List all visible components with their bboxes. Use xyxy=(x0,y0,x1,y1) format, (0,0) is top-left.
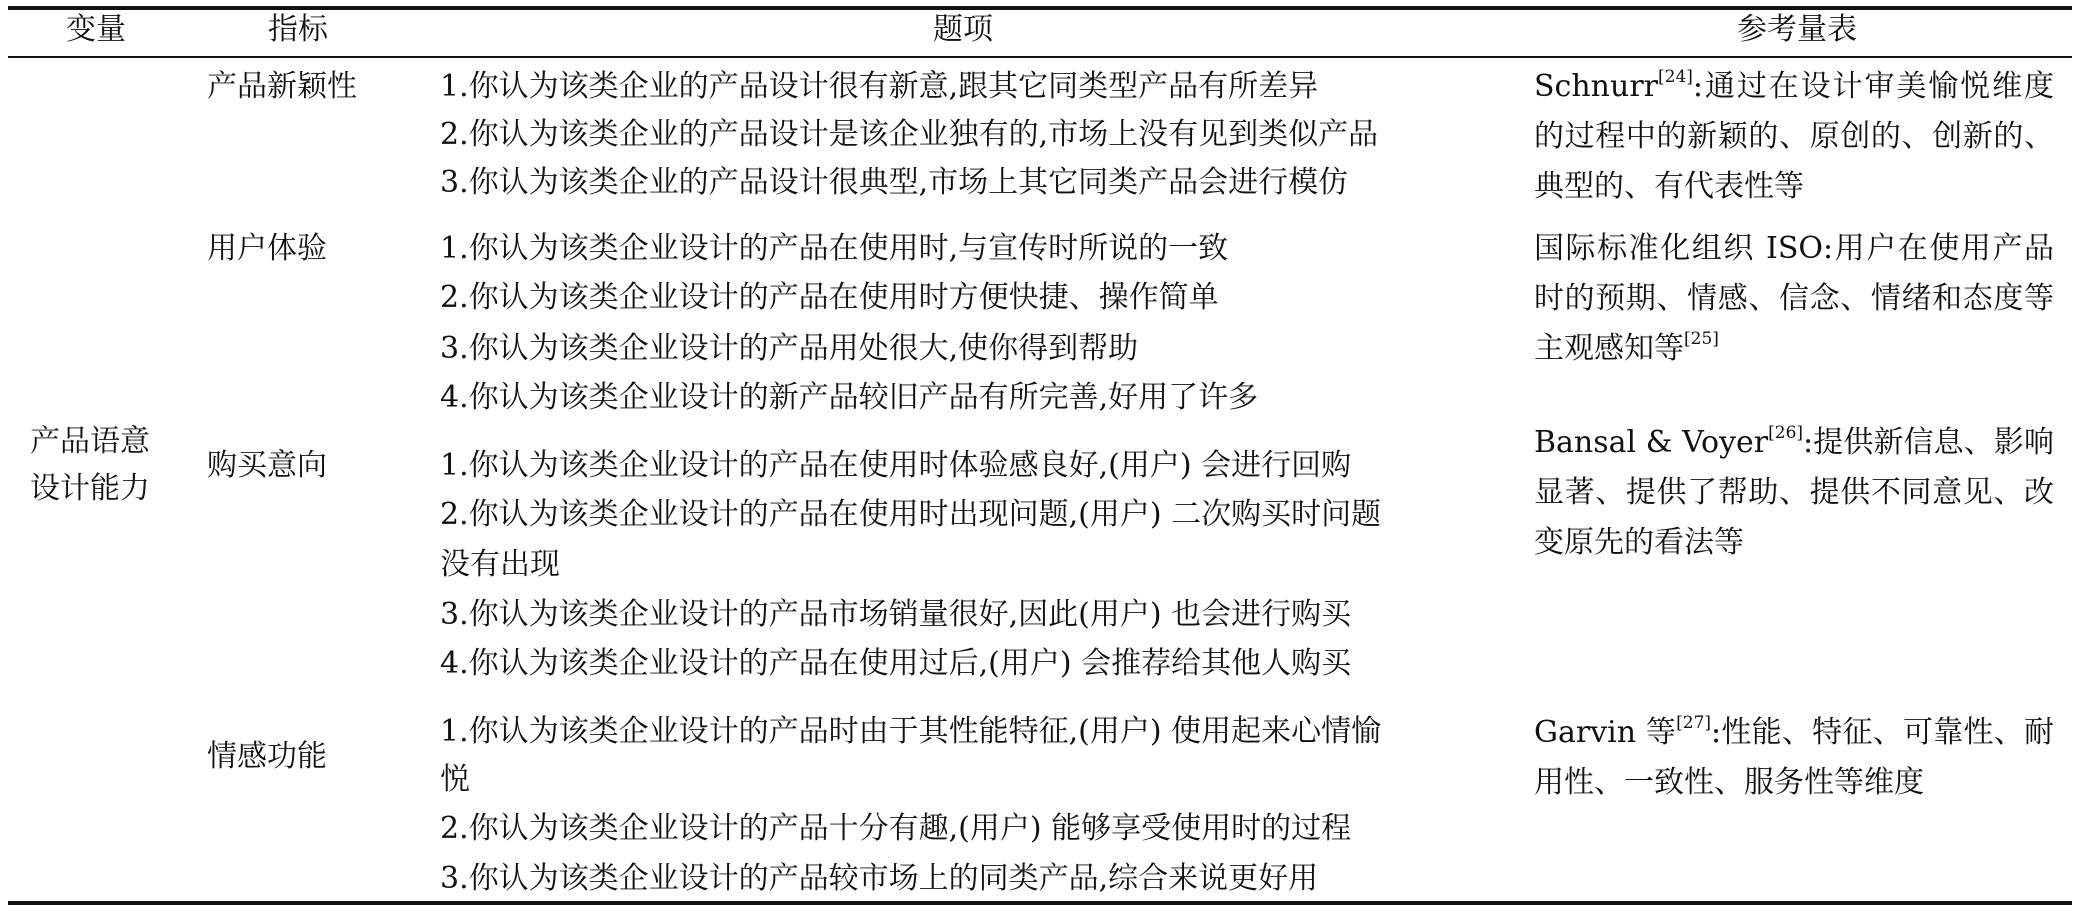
top-rule xyxy=(8,6,2072,10)
bottom-rule xyxy=(8,901,2072,905)
reference-purchase-intention: Bansal & Voyer[26]:提供新信息、影响显著、提供了帮助、提供不同意见、改变原先的看法等 xyxy=(1534,423,2055,560)
item-emotion-1-cont: 悦 xyxy=(440,762,470,797)
item-emotion-3: 3.你认为该类企业设计的产品较市场上的同类产品,综合来说更好用 xyxy=(440,861,1319,896)
variable-line-1: 产品语意 xyxy=(30,424,150,459)
item-purchase-3: 3.你认为该类企业设计的产品市场销量很好,因此(用户) 也会进行购买 xyxy=(440,597,1352,632)
header-indicator: 指标 xyxy=(268,12,328,47)
item-ux-2: 2.你认为该类企业设计的产品在使用时方便快捷、操作简单 xyxy=(440,280,1219,315)
item-purchase-2: 2.你认为该类企业设计的产品在使用时出现问题,(用户) 二次购买时问题 xyxy=(440,497,1382,532)
item-ux-1: 1.你认为该类企业设计的产品在使用时,与宣传时所说的一致 xyxy=(440,231,1229,266)
indicator-user-experience: 用户体验 xyxy=(207,231,327,266)
item-emotion-2: 2.你认为该类企业设计的产品十分有趣,(用户) 能够享受使用时的过程 xyxy=(440,811,1352,846)
reference-user-experience: 国际标准化组织 ISO:用户在使用产品时的预期、情感、信念、情绪和态度等主观感知等[25] xyxy=(1534,231,2054,366)
item-emotion-1: 1.你认为该类企业设计的产品时由于其性能特征,(用户) 使用起来心情愉 xyxy=(440,714,1382,749)
item-ux-3: 3.你认为该类企业设计的产品用处很大,使你得到帮助 xyxy=(440,331,1139,366)
header-items: 题项 xyxy=(933,12,993,47)
header-reference: 参考量表 xyxy=(1737,12,1857,47)
reference-emotional-function: Garvin 等[27]:性能、特征、可靠性、耐用性、一致性、服务性等维度 xyxy=(1534,713,2055,800)
item-novelty-2: 2.你认为该类企业的产品设计是该企业独有的,市场上没有见到类似产品 xyxy=(440,117,1379,152)
item-ux-4: 4.你认为该类企业设计的新产品较旧产品有所完善,好用了许多 xyxy=(440,380,1259,415)
header-variable: 变量 xyxy=(66,12,126,47)
item-purchase-2-cont: 没有出现 xyxy=(440,547,560,582)
item-novelty-1: 1.你认为该类企业的产品设计很有新意,跟其它同类型产品有所差异 xyxy=(440,69,1319,104)
variable-line-2: 设计能力 xyxy=(30,471,150,506)
reference-novelty: Schnurr[24]:通过在设计审美愉悦维度的过程中的新颖的、原创的、创新的、典型的、有代表性等 xyxy=(1534,67,2054,204)
header-rule xyxy=(8,56,2072,58)
indicator-novelty: 产品新颖性 xyxy=(207,69,357,104)
item-purchase-1: 1.你认为该类企业设计的产品在使用时体验感良好,(用户) 会进行回购 xyxy=(440,448,1352,483)
item-novelty-3: 3.你认为该类企业的产品设计很典型,市场上其它同类产品会进行模仿 xyxy=(440,165,1349,200)
indicator-purchase-intention: 购买意向 xyxy=(207,448,327,483)
indicator-emotional-function: 情感功能 xyxy=(207,739,327,774)
item-purchase-4: 4.你认为该类企业设计的产品在使用过后,(用户) 会推荐给其他人购买 xyxy=(440,646,1352,681)
